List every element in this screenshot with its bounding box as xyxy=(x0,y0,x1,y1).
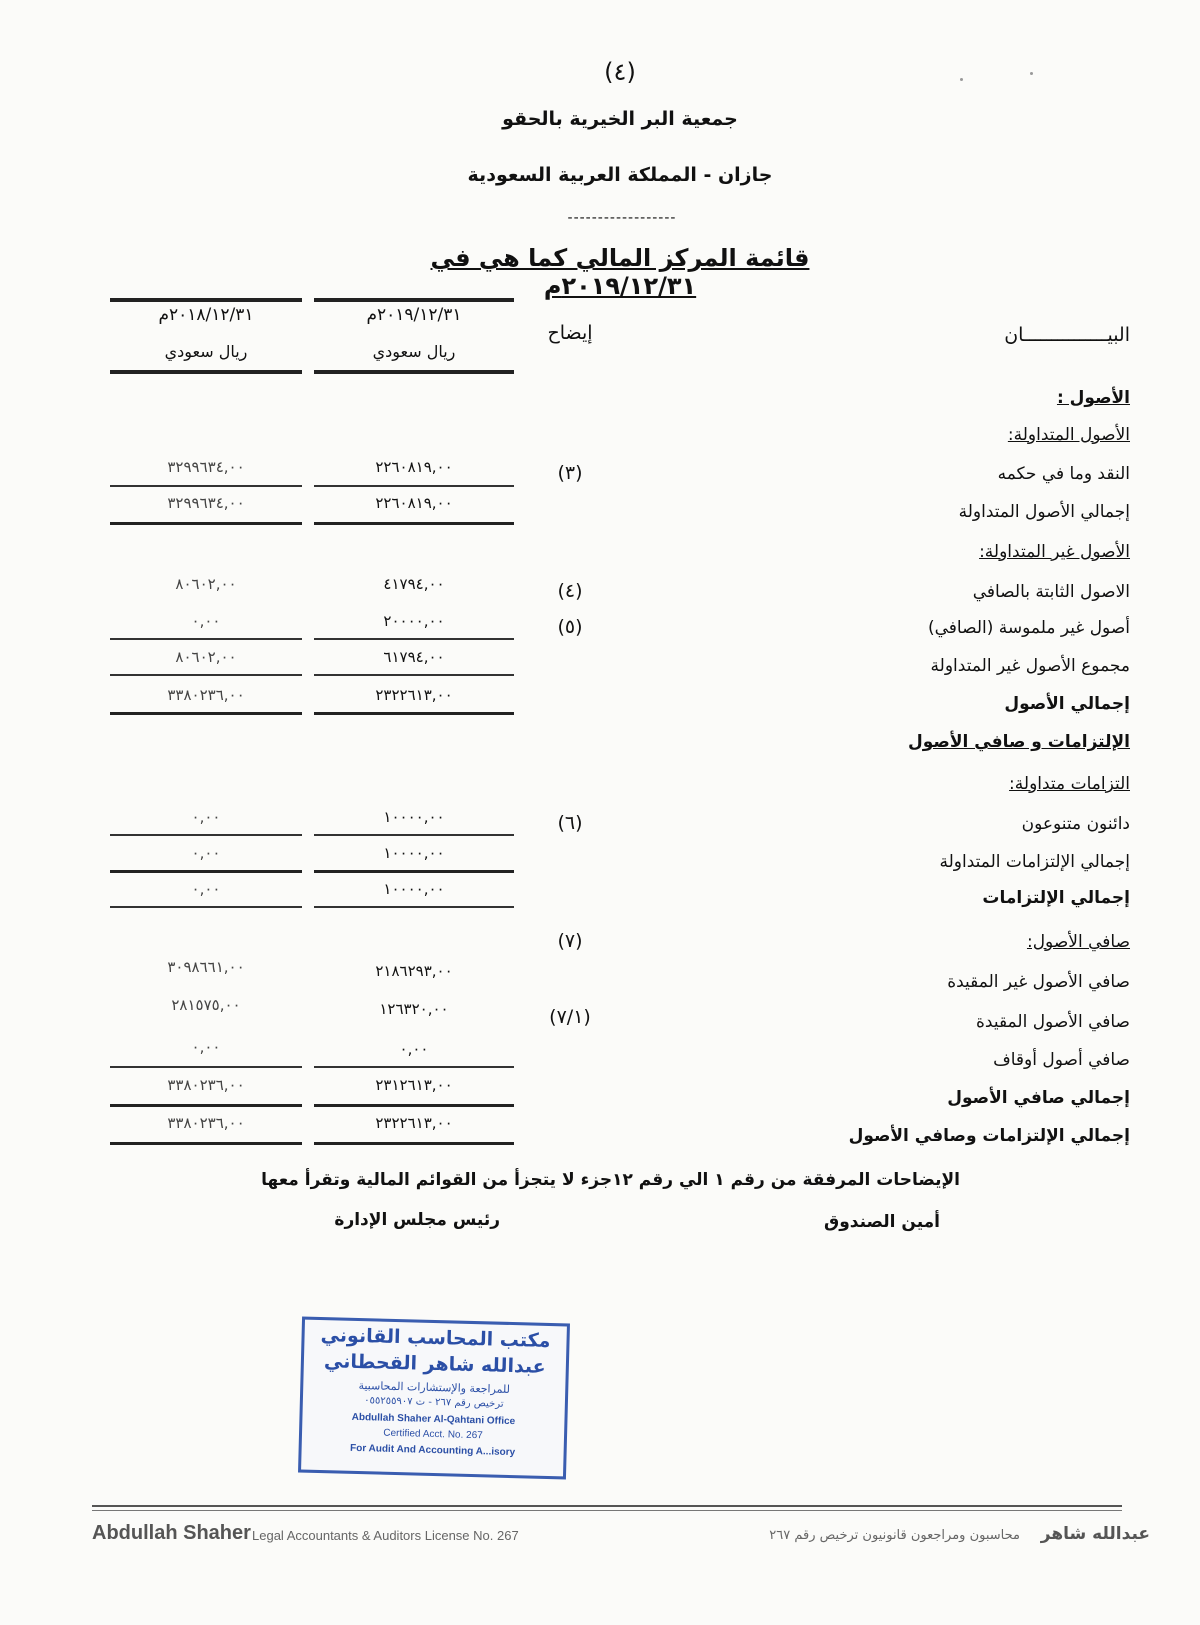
row-total-liabilities-net-assets-label: إجمالي الإلتزامات وصافي الأصول xyxy=(848,1126,1130,1146)
auditor-stamp xyxy=(298,1317,570,1480)
row-intangible-assets-2018: ٠,٠٠ xyxy=(191,612,221,630)
row-restricted-net-assets-2018: ٢٨١٥٧٥,٠٠ xyxy=(171,996,241,1014)
row-fixed-assets-note: (٤) xyxy=(557,580,583,602)
header-top-rule-2018 xyxy=(110,298,302,302)
row-cash-label: النقد وما في حكمه xyxy=(997,464,1130,484)
column-header-2018-currency: ريال سعودي xyxy=(164,342,248,361)
subtotal-rule xyxy=(110,638,302,640)
header-top-rule-2019 xyxy=(314,298,514,302)
row-intangible-assets-label: أصول غير ملموسة (الصافي) xyxy=(928,618,1130,638)
row-fixed-assets-2019: ٤١٧٩٤,٠٠ xyxy=(383,575,445,593)
row-total-net-assets-2018: ٣٣٨٠٢٣٦,٠٠ xyxy=(167,1076,245,1094)
total-rule xyxy=(110,522,302,525)
row-restricted-net-assets-label: صافي الأصول المقيدة xyxy=(976,1012,1130,1032)
row-total-current-liabilities-2019: ١٠٠٠٠,٠٠ xyxy=(383,844,445,862)
section-liabilities-net-assets-heading: الإلتزامات و صافي الأصول xyxy=(908,732,1130,752)
total-rule xyxy=(110,1142,302,1145)
total-rule xyxy=(314,870,514,873)
footer-firm-description-en: Legal Accountants & Auditors License No. 267 xyxy=(252,1528,519,1543)
row-total-assets-2019: ٢٣٢٢٦١٣,٠٠ xyxy=(375,686,453,704)
header-bottom-rule-2018 xyxy=(110,370,302,374)
section-assets-heading: الأصول : xyxy=(1056,388,1130,408)
row-total-current-liabilities-label: إجمالي الإلتزامات المتداولة xyxy=(939,852,1130,872)
row-total-liabilities-net-assets-2019: ٢٣٢٢٦١٣,٠٠ xyxy=(375,1114,453,1132)
subtotal-rule xyxy=(314,1066,514,1068)
row-unrestricted-net-assets-2018: ٣٠٩٨٦٦١,٠٠ xyxy=(167,958,245,976)
row-cash-2019: ٢٢٦٠٨١٩,٠٠ xyxy=(375,458,453,476)
row-endowment-net-assets-2019: ٠,٠٠ xyxy=(399,1040,429,1058)
column-header-2019-date: ٢٠١٩/١٢/٣١م xyxy=(366,305,462,325)
row-total-current-assets-label: إجمالي الأصول المتداولة xyxy=(958,502,1130,522)
row-restricted-net-assets-2019: ١٢٦٣٢٠,٠٠ xyxy=(379,1000,449,1018)
subtotal-rule xyxy=(314,834,514,836)
row-creditors-2018: ٠,٠٠ xyxy=(191,808,221,826)
subtotal-rule xyxy=(110,674,302,676)
column-header-description: البيـــــــــــــــان xyxy=(1004,324,1130,346)
subtotal-rule xyxy=(314,485,514,487)
page-number: (٤) xyxy=(604,58,636,86)
row-total-current-liabilities-2018: ٠,٠٠ xyxy=(191,844,221,862)
footer-rule xyxy=(92,1505,1122,1507)
subtotal-rule xyxy=(110,1066,302,1068)
row-total-net-assets-2019: ٢٣١٢٦١٣,٠٠ xyxy=(375,1076,453,1094)
row-fixed-assets-2018: ٨٠٦٠٢,٠٠ xyxy=(175,575,237,593)
subtotal-rule xyxy=(110,834,302,836)
row-total-assets-2018: ٣٣٨٠٢٣٦,٠٠ xyxy=(167,686,245,704)
stamp-line-6: Certified Acct. No. 267 xyxy=(383,1427,483,1442)
row-creditors-2019: ١٠٠٠٠,٠٠ xyxy=(383,808,445,826)
subtotal-rule xyxy=(110,485,302,487)
row-creditors-label: دائنون متنوعون xyxy=(1021,814,1130,834)
row-total-current-assets-2018: ٣٢٩٩٦٣٤,٠٠ xyxy=(167,494,245,512)
footer-rule xyxy=(92,1510,1122,1511)
subtotal-rule xyxy=(314,638,514,640)
subtotal-rule xyxy=(314,906,514,908)
row-unrestricted-net-assets-2019: ٢١٨٦٢٩٣,٠٠ xyxy=(375,962,453,980)
row-total-non-current-assets-label: مجموع الأصول غير المتداولة xyxy=(930,656,1130,676)
row-cash-2018: ٣٢٩٩٦٣٤,٠٠ xyxy=(167,458,245,476)
stamp-line-3: للمراجعة والإستشارات المحاسبية xyxy=(358,1379,511,1396)
total-rule xyxy=(110,712,302,715)
stamp-line-7: For Audit And Accounting A...isory xyxy=(349,1442,516,1459)
row-unrestricted-net-assets-label: صافي الأصول غير المقيدة xyxy=(947,972,1130,992)
row-total-non-current-assets-2019: ٦١٧٩٤,٠٠ xyxy=(383,648,445,666)
row-endowment-net-assets-label: صافي أصول أوقاف xyxy=(993,1050,1130,1070)
column-header-2018-date: ٢٠١٨/١٢/٣١م xyxy=(158,305,254,325)
section-current-liabilities-heading: التزامات متداولة: xyxy=(1009,774,1130,794)
row-endowment-net-assets-2018: ٠,٠٠ xyxy=(191,1038,221,1056)
signature-chairman: رئيس مجلس الإدارة xyxy=(334,1210,500,1230)
row-total-liabilities-label: إجمالي الإلتزامات xyxy=(982,888,1130,908)
total-rule xyxy=(110,870,302,873)
row-restricted-net-assets-note: (٧/١) xyxy=(549,1006,591,1028)
row-intangible-assets-note: (٥) xyxy=(557,616,583,638)
row-fixed-assets-label: الاصول الثابتة بالصافي xyxy=(972,582,1130,602)
footer-firm-name-ar: عبدالله شاهر xyxy=(1040,1524,1150,1544)
footer-firm-name-en: Abdullah Shaher xyxy=(92,1522,251,1544)
total-rule xyxy=(110,1104,302,1107)
row-total-non-current-assets-2018: ٨٠٦٠٢,٠٠ xyxy=(175,648,237,666)
signature-treasurer: أمين الصندوق xyxy=(824,1212,940,1232)
row-total-liabilities-2018: ٠,٠٠ xyxy=(191,880,221,898)
row-total-current-assets-2019: ٢٢٦٠٨١٩,٠٠ xyxy=(375,494,453,512)
organization-location: جازان - المملكة العربية السعودية xyxy=(467,164,773,186)
header-bottom-rule-2019 xyxy=(314,370,514,374)
row-intangible-assets-2019: ٢٠٠٠٠,٠٠ xyxy=(383,612,445,630)
section-current-assets-heading: الأصول المتداولة: xyxy=(1007,425,1130,445)
column-header-2019-currency: ريال سعودي xyxy=(372,342,456,361)
row-cash-note: (٣) xyxy=(557,462,583,484)
notes-disclaimer: الإيضاحات المرفقة من رقم ١ الي رقم ١٢جزء لا يتجزأ من القوائم المالية وتقرأ معها xyxy=(261,1170,960,1190)
total-rule xyxy=(314,1104,514,1107)
column-header-note: إيضاح xyxy=(547,322,593,344)
row-total-liabilities-net-assets-2018: ٣٣٨٠٢٣٦,٠٠ xyxy=(167,1114,245,1132)
section-net-assets-heading: صافي الأصول: xyxy=(1026,932,1130,952)
stamp-line-2: عبدالله شاهر القحطاني xyxy=(323,1350,546,1378)
row-net-assets-note: (٧) xyxy=(557,930,583,952)
total-rule xyxy=(314,712,514,715)
statement-title: قائمة المركز المالي كما هي في ٢٠١٩/١٢/٣١م xyxy=(430,244,810,300)
row-total-liabilities-2019: ١٠٠٠٠,٠٠ xyxy=(383,880,445,898)
row-creditors-note: (٦) xyxy=(557,812,583,834)
stamp-line-1: مكتب المحاسب القانوني xyxy=(320,1324,551,1353)
row-total-assets-label: إجمالي الأصول xyxy=(1004,694,1130,714)
footer-firm-description-ar: محاسبون ومراجعون قانونيون ترخيص رقم ٢٦٧ xyxy=(769,1528,1020,1543)
total-rule xyxy=(314,522,514,525)
section-non-current-assets-heading: الأصول غير المتداولة: xyxy=(979,542,1130,562)
stamp-line-4: ترخيص رقم ٢٦٧ - ت ٠٥٥٢٥٥٩٠٧ xyxy=(364,1395,504,1410)
stamp-line-5: Abdullah Shaher Al-Qahtani Office xyxy=(351,1411,516,1428)
subtotal-rule xyxy=(314,674,514,676)
row-total-net-assets-label: إجمالي صافي الأصول xyxy=(947,1088,1130,1108)
subtotal-rule xyxy=(110,906,302,908)
organization-name: جمعية البر الخيرية بالحقو xyxy=(502,108,738,130)
separator-line: ------------------ xyxy=(567,210,677,226)
total-rule xyxy=(314,1142,514,1145)
scan-speck xyxy=(1030,72,1033,75)
scan-speck xyxy=(960,78,963,81)
